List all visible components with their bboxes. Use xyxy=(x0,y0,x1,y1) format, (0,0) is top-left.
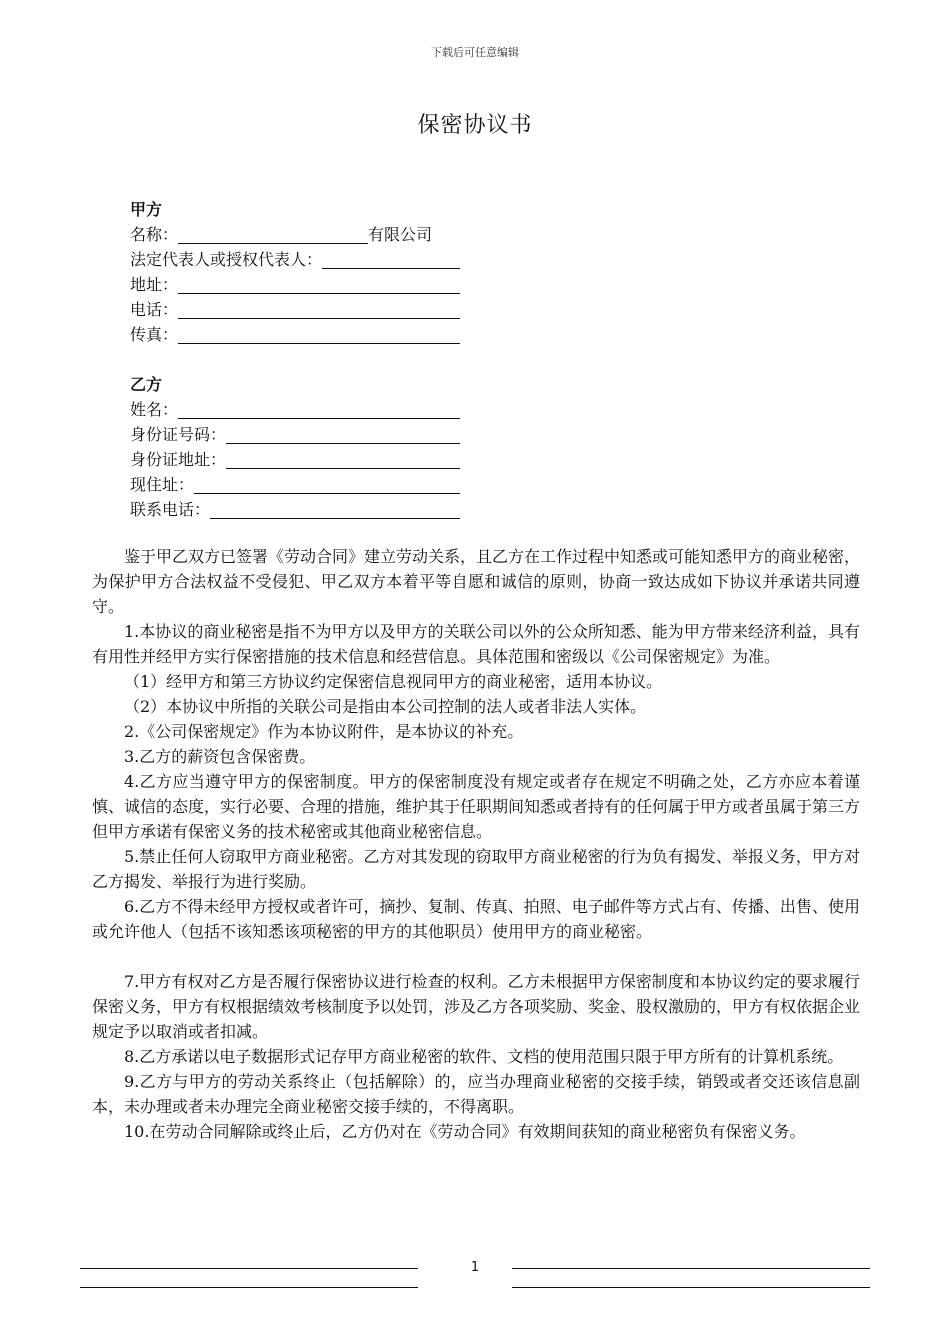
party-b-section xyxy=(130,372,460,522)
party-b-id-address-label: 身份证地址： xyxy=(130,450,227,469)
party-b-name-field xyxy=(130,397,460,422)
clause-7: 7.甲方有权对乙方是否履行保密协议进行检查的权利。乙方未根据甲方保密制度和本协议约定的要求履行保密义务，甲方有权根据绩效考核制度予以处罚，涉及乙方各项奖励、奖金、股权激励的，甲方有权依据企业规定予以取消或者扣减。 xyxy=(92,972,861,1041)
party-a-name-blank[interactable] xyxy=(178,225,368,244)
agreement-body xyxy=(92,544,860,1144)
clause-4: 4.乙方应当遵守甲方的保密制度。甲方的保密制度没有规定或者存在规定不明确之处，乙方亦应本着谨慎、诚信的态度，实行必要、合理的措施，维护其于任职期间知悉或者持有的任何属于甲方或者虽属于第三方但甲方承诺有保密义务的技术秘密或其他商业秘密信息。 xyxy=(92,772,861,841)
party-a-fax-blank[interactable] xyxy=(178,325,460,344)
party-a-fax-label: 传真： xyxy=(130,325,179,344)
document-title: 保密协议书 xyxy=(417,113,533,138)
header-note: 下载后可任意编辑 xyxy=(431,46,519,59)
party-a-section xyxy=(130,197,460,347)
party-b-id-blank[interactable] xyxy=(226,425,460,444)
party-b-current-address-blank[interactable] xyxy=(194,475,460,494)
clause-2: 2.《公司保密规定》作为本协议附件，是本协议的补充。 xyxy=(124,722,524,741)
clause-6: 6.乙方不得未经甲方授权或者许可，摘抄、复制、传真、拍照、电子邮件等方式占有、传播、出售、使用或允许他人（包括不该知悉该项秘密的甲方的其他职员）使用甲方的商业秘密。 xyxy=(92,897,860,941)
party-a-name-suffix: 有限公司 xyxy=(368,225,433,244)
party-a-heading: 甲方 xyxy=(130,200,163,219)
party-b-id-address-field xyxy=(130,447,460,472)
party-b-id-address-blank[interactable] xyxy=(226,450,460,469)
party-a-phone-label: 电话： xyxy=(130,300,179,319)
footer-rule-right-bottom xyxy=(512,1287,870,1288)
party-a-name-label: 名称： xyxy=(130,225,179,244)
intro-paragraph: 鉴于甲乙双方已签署《劳动合同》建立劳动关系，且乙方在工作过程中知悉或可能知悉甲方的商业秘密，为保护甲方合法权益不受侵犯、甲乙双方本着平等自愿和诚信的原则，协商一致达成如下协议并承诺共同遵守。 xyxy=(92,547,861,616)
clause-9: 9.乙方与甲方的劳动关系终止（包括解除）的，应当办理商业秘密的交接手续，销毁或者交还该信息副本，未办理或者未办理完全商业秘密交接手续的，不得离职。 xyxy=(92,1072,860,1116)
party-a-rep-blank[interactable] xyxy=(322,250,460,269)
party-b-name-label: 姓名： xyxy=(130,400,179,419)
clause-5: 5.禁止任何人窃取甲方商业秘密。乙方对其发现的窃取甲方商业秘密的行为负有揭发、举报义务，甲方对乙方揭发、举报行为进行奖励。 xyxy=(92,847,860,891)
party-a-phone-blank[interactable] xyxy=(178,300,460,319)
page-number: 1 xyxy=(470,1260,480,1275)
party-a-phone-field xyxy=(130,297,460,322)
party-b-phone-blank[interactable] xyxy=(210,500,460,519)
party-a-rep-label: 法定代表人或授权代表人： xyxy=(130,250,323,269)
party-b-name-blank[interactable] xyxy=(178,400,460,419)
party-b-id-field xyxy=(130,422,460,447)
party-b-current-address-label: 现住址： xyxy=(130,475,195,494)
clause-1-2: （2）本协议中所指的关联公司是指由本公司控制的法人或者非法人实体。 xyxy=(124,697,647,716)
party-a-name-field xyxy=(130,222,460,247)
clause-1-1: （1）经甲方和第三方协议约定保密信息视同甲方的商业秘密，适用本协议。 xyxy=(124,672,663,691)
party-a-rep-field xyxy=(130,247,460,272)
clause-8: 8.乙方承诺以电子数据形式记存甲方商业秘密的软件、文档的使用范围只限于甲方所有的计算机系统。 xyxy=(124,1047,844,1066)
party-b-phone-field xyxy=(130,497,460,522)
party-b-current-address-field xyxy=(130,472,460,497)
party-a-address-blank[interactable] xyxy=(178,275,460,294)
party-a-fax-field xyxy=(130,322,460,347)
clause-3: 3.乙方的薪资包含保密费。 xyxy=(124,747,316,766)
party-a-address-field xyxy=(130,272,460,297)
clause-1: 1.本协议的商业秘密是指不为甲方以及甲方的关联公司以外的公众所知悉、能为甲方带来经济利益，具有有用性并经甲方实行保密措施的技术信息和经营信息。具体范围和密级以《公司保密规定》为准。 xyxy=(92,622,860,666)
party-a-address-label: 地址： xyxy=(130,275,179,294)
party-b-phone-label: 联系电话： xyxy=(130,500,211,519)
paragraph-spacer xyxy=(92,944,860,969)
clause-10: 10.在劳动合同解除或终止后，乙方仍对在《劳动合同》有效期间获知的商业秘密负有保密义务。 xyxy=(124,1122,806,1141)
footer-rule-left-bottom xyxy=(80,1287,418,1288)
party-b-heading: 乙方 xyxy=(130,375,163,394)
party-b-id-label: 身份证号码： xyxy=(130,425,227,444)
